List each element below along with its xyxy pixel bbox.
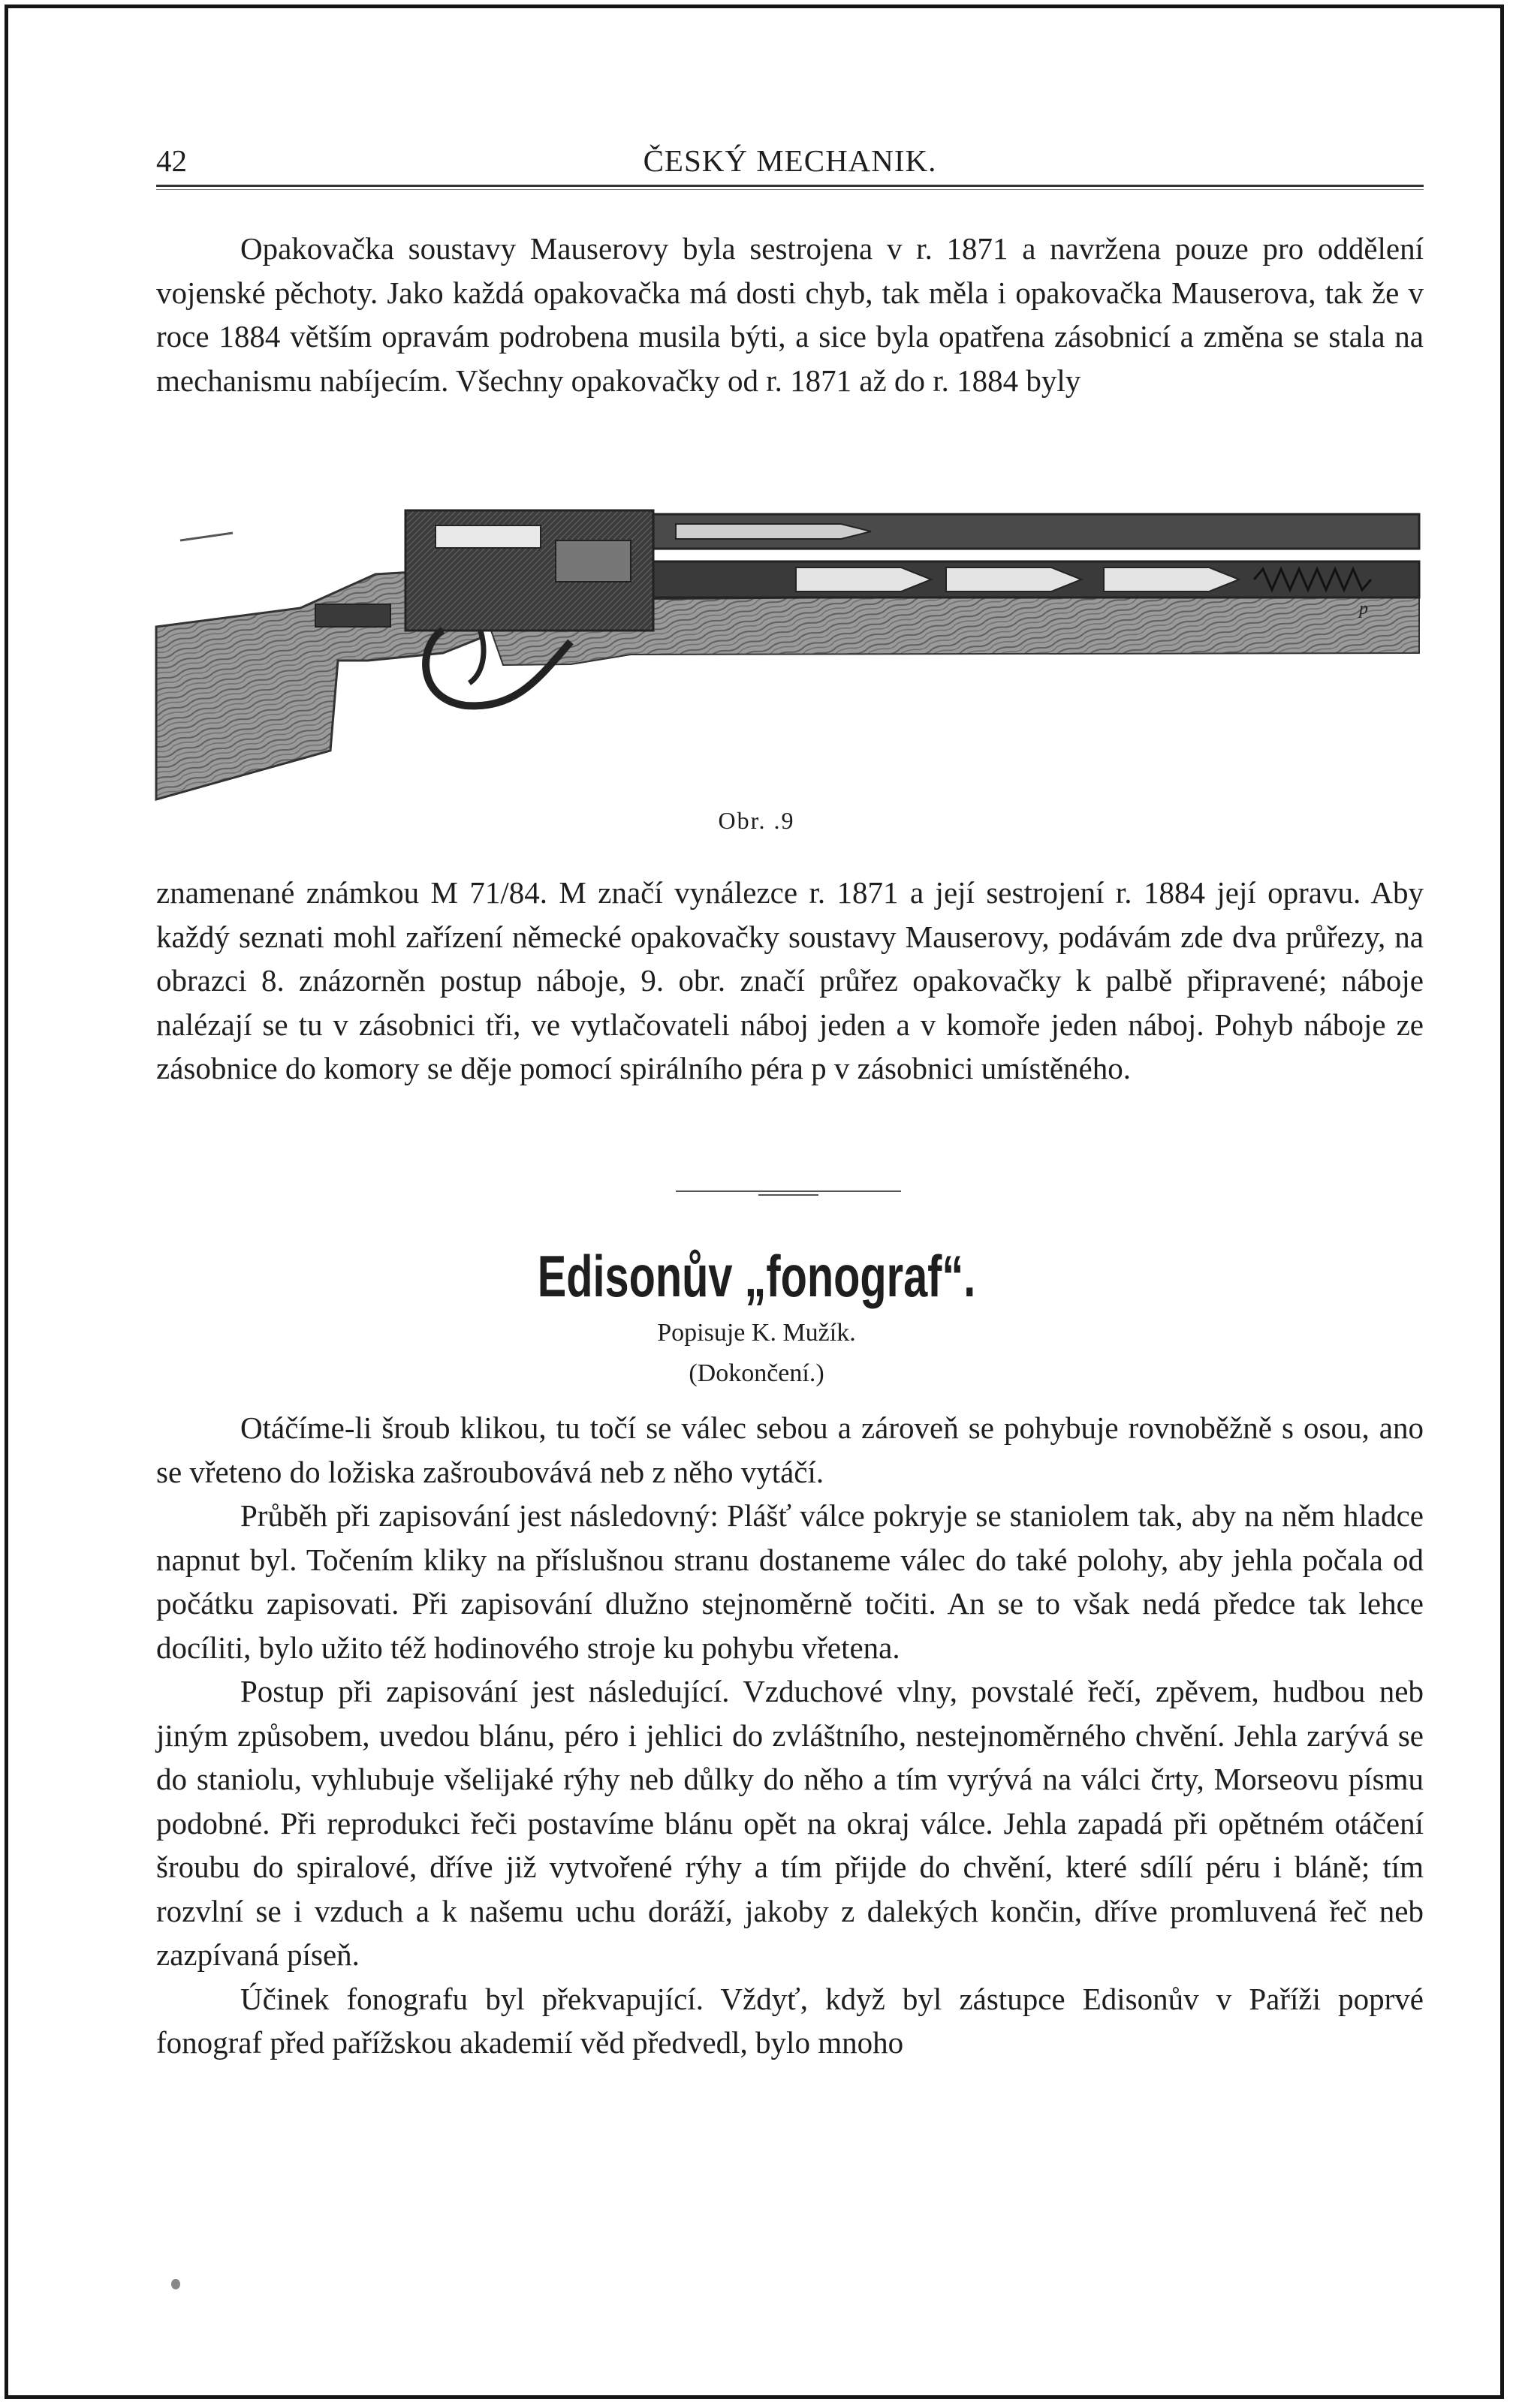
section-separator: [676, 1190, 901, 1192]
article-title: Edisonův „fonograf“.: [537, 1243, 976, 1309]
rifle-description-text: [156, 871, 1424, 1091]
intro-text: [156, 227, 1424, 402]
rifle-description-paragraph: znamenané známkou M 71/84. M značí vynálezce r. 1871 a její sestrojení r. 1884 její opravu. Aby každý seznati mohl zařízení německé opakovačky soustavy Mauserovy, podávám zde dva průřezy, na obrazci 8. znázorněn postup náboje, 9. obr. značí průřez opakovačky k palbě připravené; náboje nalézají se tu v zásobnici tři, ve vytlačovateli náboj jeden a v komoře jeden náboj. Pohyb náboje ze zásobnice do komory se děje pomocí spirálního péra p v zásobnici umístěného.: [156, 875, 1424, 1085]
section-separator-accent: [758, 1194, 818, 1196]
cartridge: [796, 567, 931, 591]
article-byline: Popisuje K. Mužík.: [657, 1319, 856, 1347]
intro-paragraph: Opakovačka soustavy Mauserovy byla sestrojena v r. 1871 a navržena pouze pro oddělení vojenské pěchoty. Jako každá opakovačka má dosti chyb, tak měla i opakovačka Mauserova, tak že v roce 1884 větším opravám podrobena musila býti, a sice byla opatřena zásobnicí a změna se stala na mechanismu nabíjecím. Všechny opakovačky od r. 1871 až do r. 1884 byly: [156, 231, 1424, 398]
ink-spot: [171, 2279, 180, 2289]
rifle-illustration: [150, 480, 1427, 811]
article-paragraph: Průběh při zapisování jest následovný: Plášť válce pokryje se staniolem tak, aby na něm hladce napnut byl. Točením kliky na příslušnou stranu dostaneme válec do také polohy, aby jehla počala od počátku zapisovati. Při zapisování dlužno stejnoměrně točiti. An se to však nedá předce tak lehce docíliti, bylo užito též hodinového stroje ku pohybu vřetena.: [156, 1498, 1424, 1665]
article-paragraph: Otáčíme-li šroub klikou, tu točí se válec sebou a zároveň se pohybuje rovnoběžně s osou, ano se vřeteno do ložiska zašroubovává neb z něho vytáčí.: [156, 1410, 1424, 1489]
article-paragraph: Postup při zapisování jest následující. Vzduchové vlny, povstalé řečí, zpěvem, hudbou neb jiným způsobem, uvedou blánu, péro i jehlici do zvláštního, nestejnoměrného chvění. Jehla zarývá se do staniolu, vyhlubuje všelijaké rýhy neb důlky do něho a tím vyrývá na válci črty, Morseovu písmu podobné. Při reprodukci řeči postavíme blánu opět na okraj válce. Jehla zapadá při opětném otáčení šroubu do spiralové, dříve již vytvořené rýhy a tím přijde do chvění, které sdílí péru i bláně; tím rozvlní se i vzduch a k našemu uchu doráží, jakoby z dalekých končin, dříve promluvená řeč neb zazpívaná píseň.: [156, 1674, 1424, 1972]
page-number: 42: [156, 143, 187, 178]
header-rule-thin: [156, 189, 1424, 190]
cartridge: [946, 567, 1081, 591]
page-header: [156, 135, 1424, 180]
rifle-cross-section-figure: [150, 480, 1427, 811]
article-body: [156, 1406, 1424, 2065]
article-paragraph: Účinek fonografu byl překvapující. Vždyť, když byl zástupce Edisonův v Paříži poprvé fonograf před pařížskou akademií věd předvedl, bylo mnoho: [156, 1981, 1424, 2060]
figure-label-p: p: [1359, 599, 1368, 619]
figure-caption: Obr. .9: [718, 807, 795, 834]
journal-title: ČESKÝ MECHANIK.: [643, 143, 937, 178]
bolt-handle: [180, 533, 233, 540]
cartridge: [1104, 567, 1239, 591]
article-continued-note: (Dokončení.): [689, 1359, 824, 1387]
header-rule: [156, 185, 1424, 187]
